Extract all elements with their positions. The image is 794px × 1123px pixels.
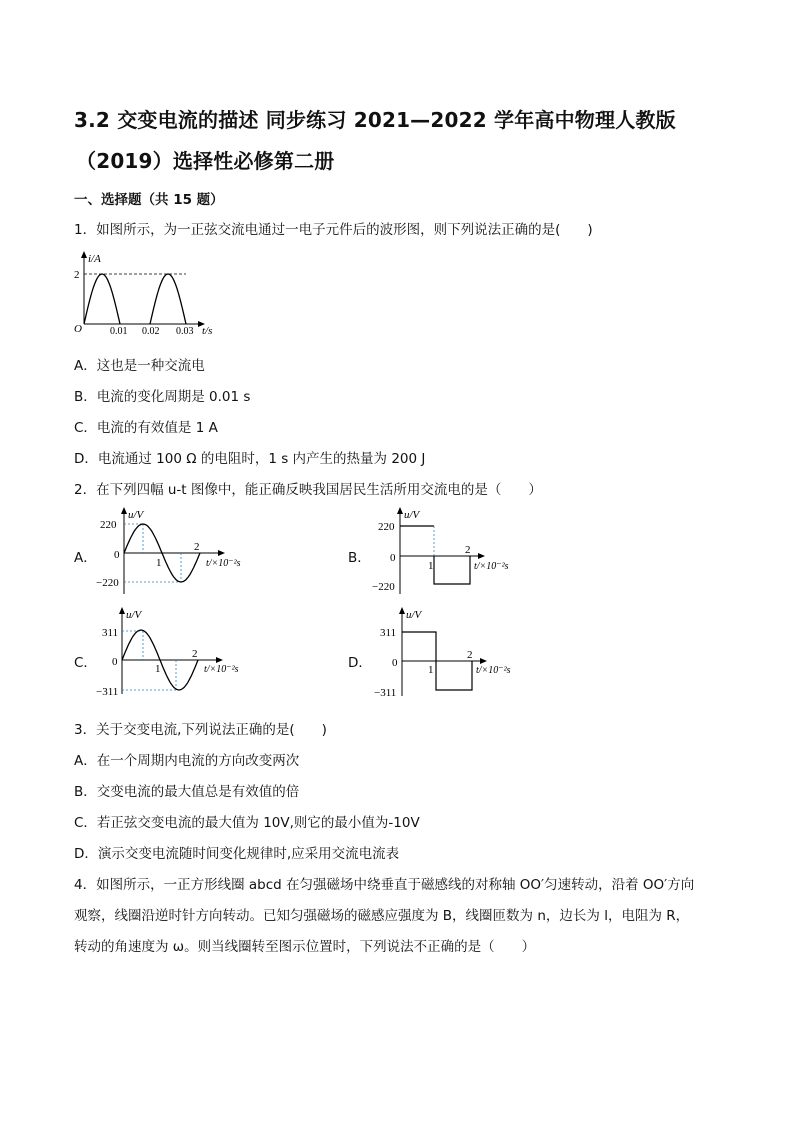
svg-text:−220: −220	[96, 577, 119, 589]
svg-text:0: 0	[390, 552, 396, 564]
svg-text:−220: −220	[372, 581, 395, 593]
svg-text:311: 311	[380, 627, 397, 639]
svg-text:u/V: u/V	[126, 609, 142, 621]
q3-option-a[interactable]: A．在一个周期内电流的方向改变两次	[74, 753, 300, 769]
q1-half-wave-1	[84, 274, 120, 324]
q2-option-c[interactable]: C．	[74, 655, 97, 671]
q3-stem: 3．关于交变电流,下列说法正确的是( )	[74, 722, 327, 738]
q1-option-c[interactable]: C．电流的有效值是 1 A	[74, 420, 218, 436]
svg-text:u/V: u/V	[128, 509, 144, 521]
q2-figure-a	[96, 506, 276, 598]
section-heading: 一、选择题（共 15 题）	[74, 192, 224, 208]
q1-y-arrow	[81, 251, 87, 258]
q2-figure-d	[370, 606, 550, 698]
q4-stem-line2: 观察，线圈沿逆时针方向转动。已知匀强磁场的磁感应强度为 B，线圈匝数为 n，边长为 l，电阻为 R，	[74, 908, 690, 924]
svg-text:0: 0	[114, 549, 120, 561]
q1-stem: 1．如图所示，为一正弦交流电通过一电子元件后的波形图，则下列说法正确的是( )	[74, 222, 593, 238]
svg-text:311: 311	[102, 627, 119, 639]
q1-x-label: t/s	[202, 325, 213, 337]
q3-option-d[interactable]: D．演示交变电流随时间变化规律时,应采用交流电流表	[74, 846, 400, 862]
svg-text:220: 220	[378, 521, 395, 533]
q1-option-a[interactable]: A．这也是一种交流电	[74, 358, 205, 374]
svg-text:220: 220	[100, 519, 117, 531]
q1-origin: O	[74, 323, 82, 335]
q2-option-a[interactable]: A．	[74, 550, 97, 566]
svg-text:t/×10⁻²s: t/×10⁻²s	[474, 561, 509, 572]
q3-option-b[interactable]: B．交变电流的最大值总是有效值的倍	[74, 784, 300, 800]
svg-text:2: 2	[194, 541, 200, 553]
q2-figure-b	[370, 506, 550, 598]
q2-option-b[interactable]: B．	[348, 550, 371, 566]
q4-stem-line1: 4．如图所示，一正方形线圈 abcd 在匀强磁场中绕垂直于磁感线的对称轴 OO′匀速转动，沿着 OO′方向	[74, 877, 695, 893]
svg-text:1: 1	[428, 664, 434, 676]
q2-figure-c	[96, 606, 276, 698]
svg-text:u/V: u/V	[406, 609, 422, 621]
q1-x-tick-1: 0.01	[110, 326, 128, 337]
q3-option-c[interactable]: C．若正弦交变电流的最大值为 10V,则它的最小值为-10V	[74, 815, 420, 831]
svg-text:−311: −311	[374, 687, 397, 698]
q1-x-tick-2: 0.02	[142, 326, 160, 337]
svg-text:t/×10⁻²s: t/×10⁻²s	[206, 558, 241, 569]
svg-text:t/×10⁻²s: t/×10⁻²s	[204, 664, 239, 675]
q2-stem: 2．在下列四幅 u-t 图像中，能正确反映我国居民生活所用交流电的是（ ）	[74, 482, 542, 498]
q1-waveform-figure	[70, 250, 230, 338]
q4-stem-line3: 转动的角速度为 ω。则当线圈转至图示位置时，下列说法不正确的是（ ）	[74, 939, 536, 955]
svg-text:2: 2	[465, 544, 471, 556]
q1-option-d[interactable]: D．电流通过 100 Ω 的电阻时，1 s 内产生的热量为 200 J	[74, 451, 426, 467]
q2-b-square-wave	[400, 526, 470, 584]
svg-text:2: 2	[467, 649, 473, 661]
q1-half-wave-2	[150, 274, 186, 324]
q2-option-d[interactable]: D．	[348, 655, 372, 671]
q1-y-tick: 2	[74, 269, 80, 281]
svg-text:t/×10⁻²s: t/×10⁻²s	[476, 665, 511, 676]
svg-text:1: 1	[156, 557, 162, 569]
doc-title-line2: （2019）选择性必修第二册	[76, 149, 335, 173]
svg-text:1: 1	[155, 663, 161, 675]
svg-text:1: 1	[428, 560, 434, 572]
q1-option-b[interactable]: B．电流的变化周期是 0.01 s	[74, 389, 251, 405]
svg-text:0: 0	[112, 656, 118, 668]
svg-text:0: 0	[392, 657, 398, 669]
q1-y-label: i/A	[88, 253, 101, 265]
doc-title-line1: 3.2 交变电流的描述 同步练习 2021—2022 学年高中物理人教版	[74, 108, 676, 132]
svg-text:u/V: u/V	[404, 509, 420, 521]
q1-x-tick-3: 0.03	[176, 326, 194, 337]
svg-text:2: 2	[192, 648, 198, 660]
svg-text:−311: −311	[96, 686, 119, 698]
